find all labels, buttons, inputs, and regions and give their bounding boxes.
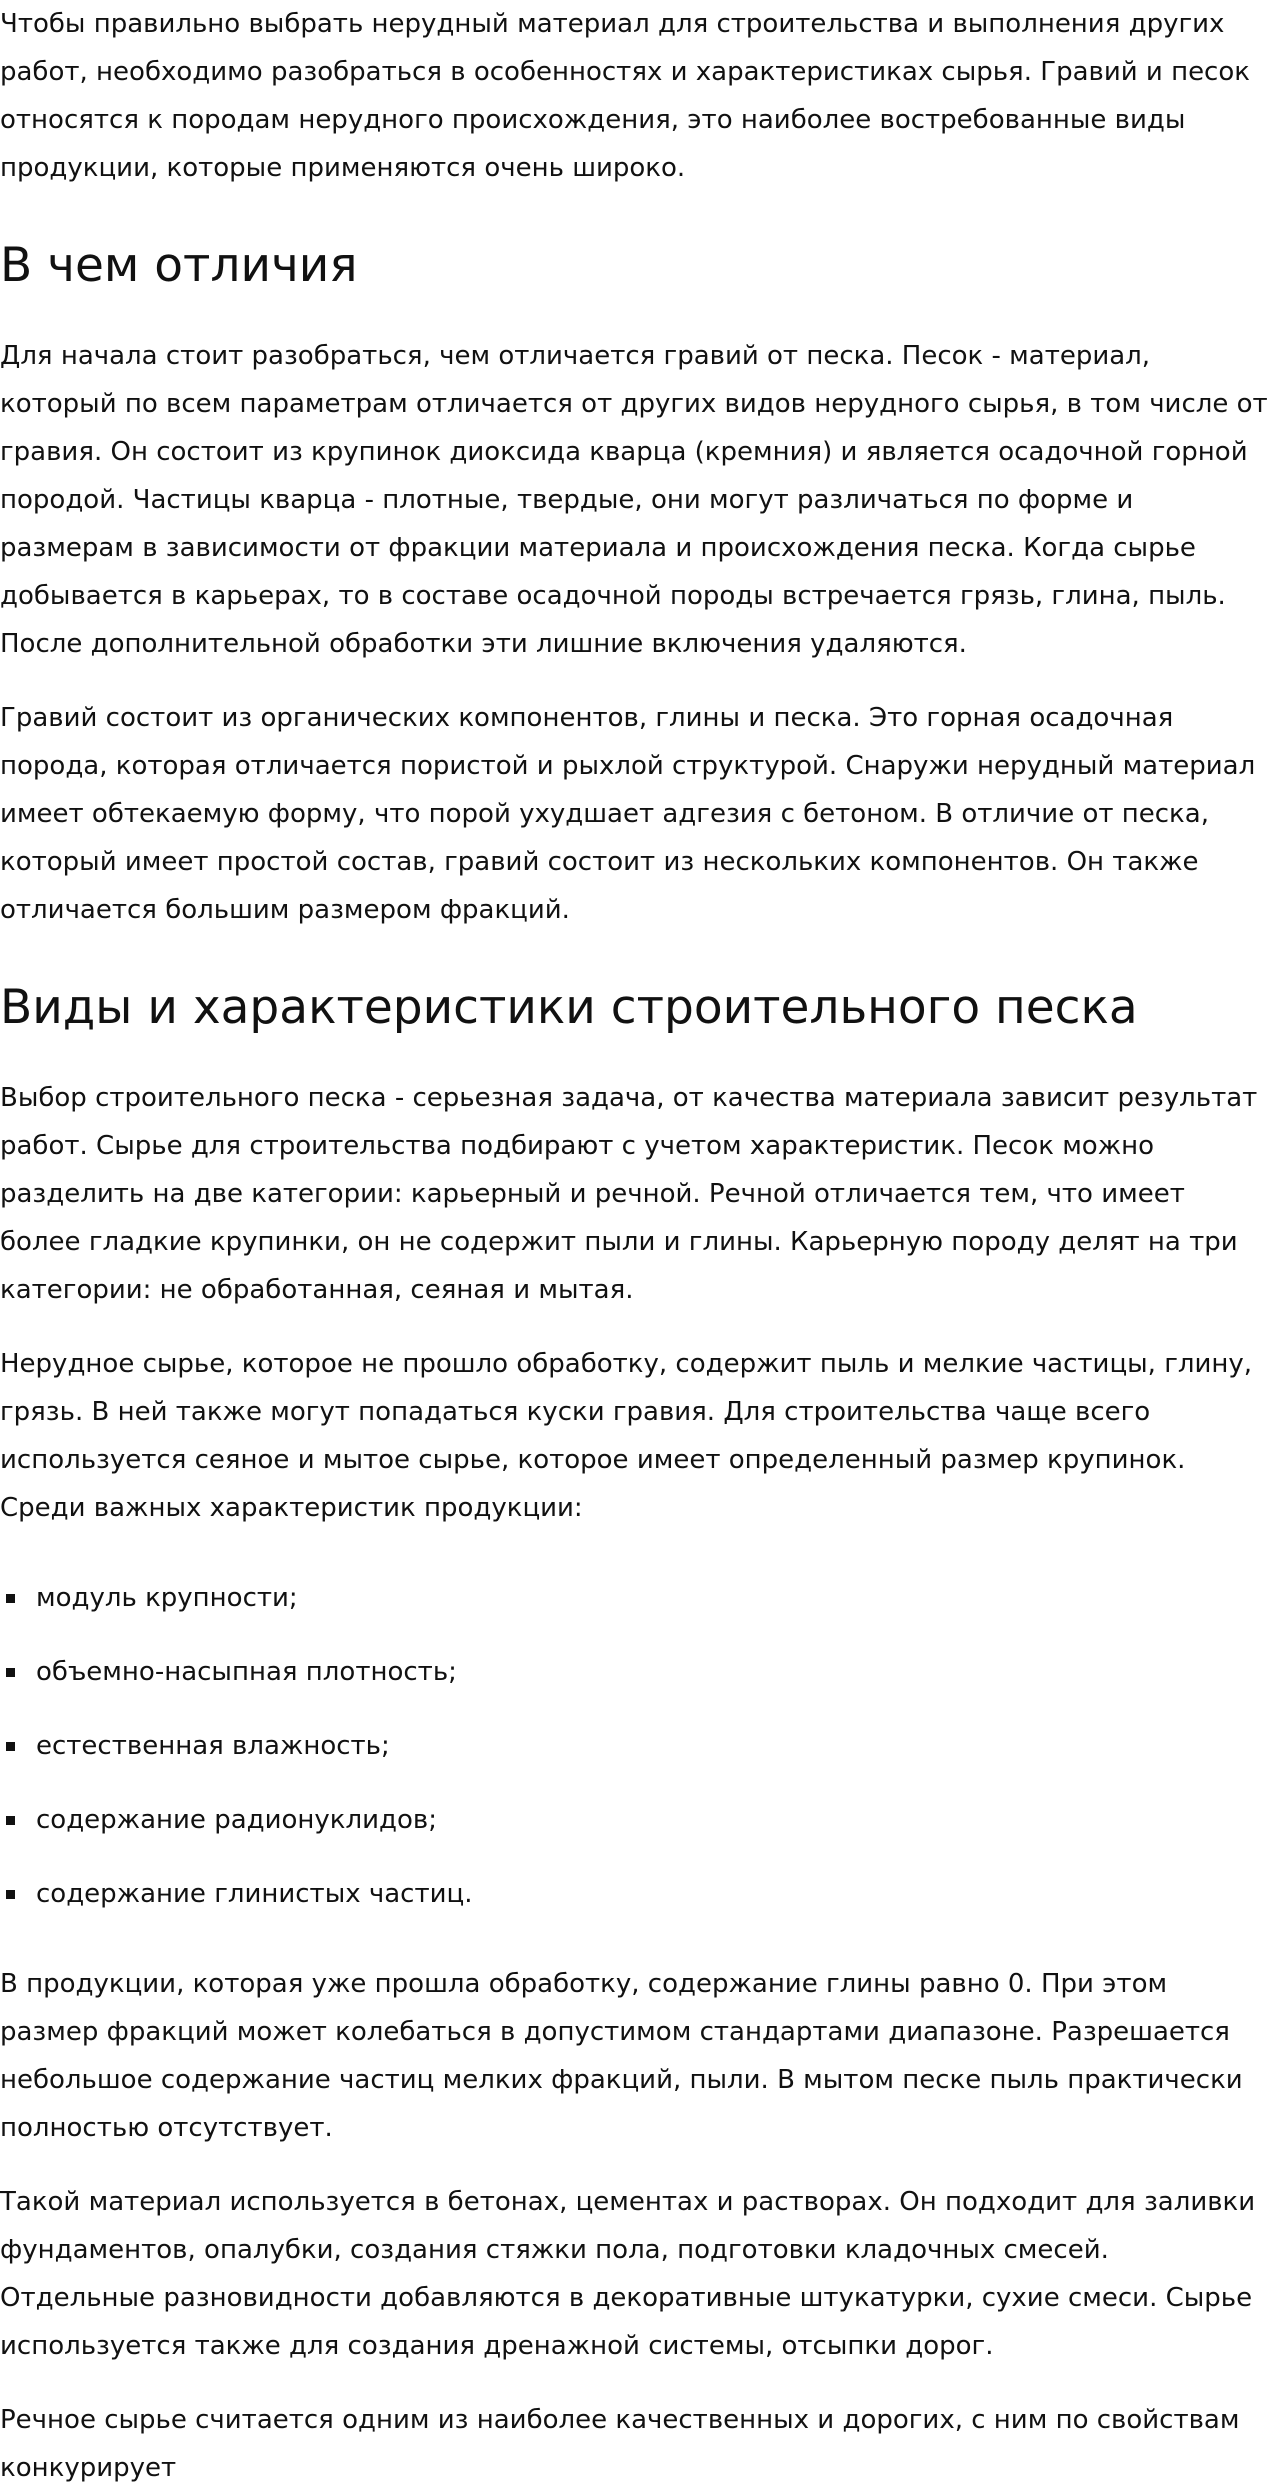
list-item-text: содержание радионуклидов;	[36, 1805, 437, 1835]
square-bullet-icon	[6, 1816, 15, 1825]
list-item	[0, 1722, 1270, 1770]
list-item-text: объемно-насыпная плотность;	[36, 1657, 457, 1687]
square-bullet-icon	[6, 1890, 15, 1899]
intro-paragraph: Чтобы правильно выбрать нерудный материал для строительства и выполнения других работ, необходимо разобраться в особенностях и характеристиках сырья. Гравий и песок относятся к породам нерудного происхождения, это наиболее востребованные виды продукции, которые применяются очень широко.	[0, 9, 1250, 183]
section-heading-sand-types: Виды и характеристики строительного песка	[0, 980, 1138, 1035]
paragraph-sand-description: Для начала стоит разобраться, чем отличается гравий от песка. Песок - материал, который по всем параметрам отличается от других видов нерудного сырья, в том числе от гравия. Он состоит из крупинок диоксида кварца (кремния) и является осадочной горной породой. Частицы кварца - плотные, твердые, они могут различаться по форме и размерам в зависимости от фракции материала и происхождения песка. Когда сырье добывается в карьерах, то в составе осадочной породы встречается грязь, глина, пыль. После дополнительной обработки эти лишние включения удаляются.	[0, 341, 1268, 659]
paragraph-gravel-description: Гравий состоит из органических компонентов, глины и песка. Это горная осадочная порода, которая отличается пористой и рыхлой структурой. Снаружи нерудный материал имеет обтекаемую форму, что порой ухудшает адгезия с бетоном. В отличие от песка, который имеет простой состав, гравий состоит из нескольких компонентов. Он также отличается большим размером фракций.	[0, 703, 1256, 925]
paragraph-processed-product: В продукции, которая уже прошла обработку, содержание глины равно 0. При этом размер фракций может колебаться в допустимом стандартами диапазоне. Разрешается небольшое содержание частиц мелких фракций, пыли. В мытом песке пыль практически полностью отсутствует.	[0, 1969, 1243, 2143]
square-bullet-icon	[6, 1594, 15, 1603]
paragraph-raw-material: Нерудное сырье, которое не прошло обработку, содержит пыль и мелкие частицы, глину, грязь. В ней также могут попадаться куски гравия. Для строительства чаще всего используется сеяное и мытое сырье, которое имеет определенный размер крупинок. Среди важных характеристик продукции:	[0, 1349, 1253, 1523]
paragraph-sand-choice: Выбор строительного песка - серьезная задача, от качества материала зависит результат работ. Сырье для строительства подбирают с учетом характеристик. Песок можно разделить на две категории: карьерный и речной. Речной отличается тем, что имеет более гладкие крупинки, он не содержит пыли и глины. Карьерную породу делят на три категории: не обработанная, сеяная и мытая.	[0, 1083, 1258, 1305]
paragraph-material-usage: Такой материал используется в бетонах, цементах и растворах. Он подходит для заливки фундаментов, опалубки, создания стяжки пола, подготовки кладочных смесей. Отдельные разновидности добавляются в декоративные штукатурки, сухие смеси. Сырье используется также для создания дренажной системы, отсыпки дорог.	[0, 2187, 1256, 2361]
list-item	[0, 1574, 1270, 1622]
square-bullet-icon	[6, 1742, 15, 1751]
list-item	[0, 1796, 1270, 1844]
characteristics-list	[0, 1574, 1270, 1918]
list-item-text: модуль крупности;	[36, 1583, 298, 1613]
list-item	[0, 1648, 1270, 1696]
list-item-text: естественная влажность;	[36, 1731, 390, 1761]
paragraph-river-sand: Речное сырье считается одним из наиболее качественных и дорогих, с ним по свойствам конкурирует	[0, 2405, 1240, 2483]
list-item	[0, 1870, 1270, 1918]
section-heading-differences: В чем отличия	[0, 238, 358, 293]
square-bullet-icon	[6, 1668, 15, 1677]
list-item-text: содержание глинистых частиц.	[36, 1879, 473, 1909]
